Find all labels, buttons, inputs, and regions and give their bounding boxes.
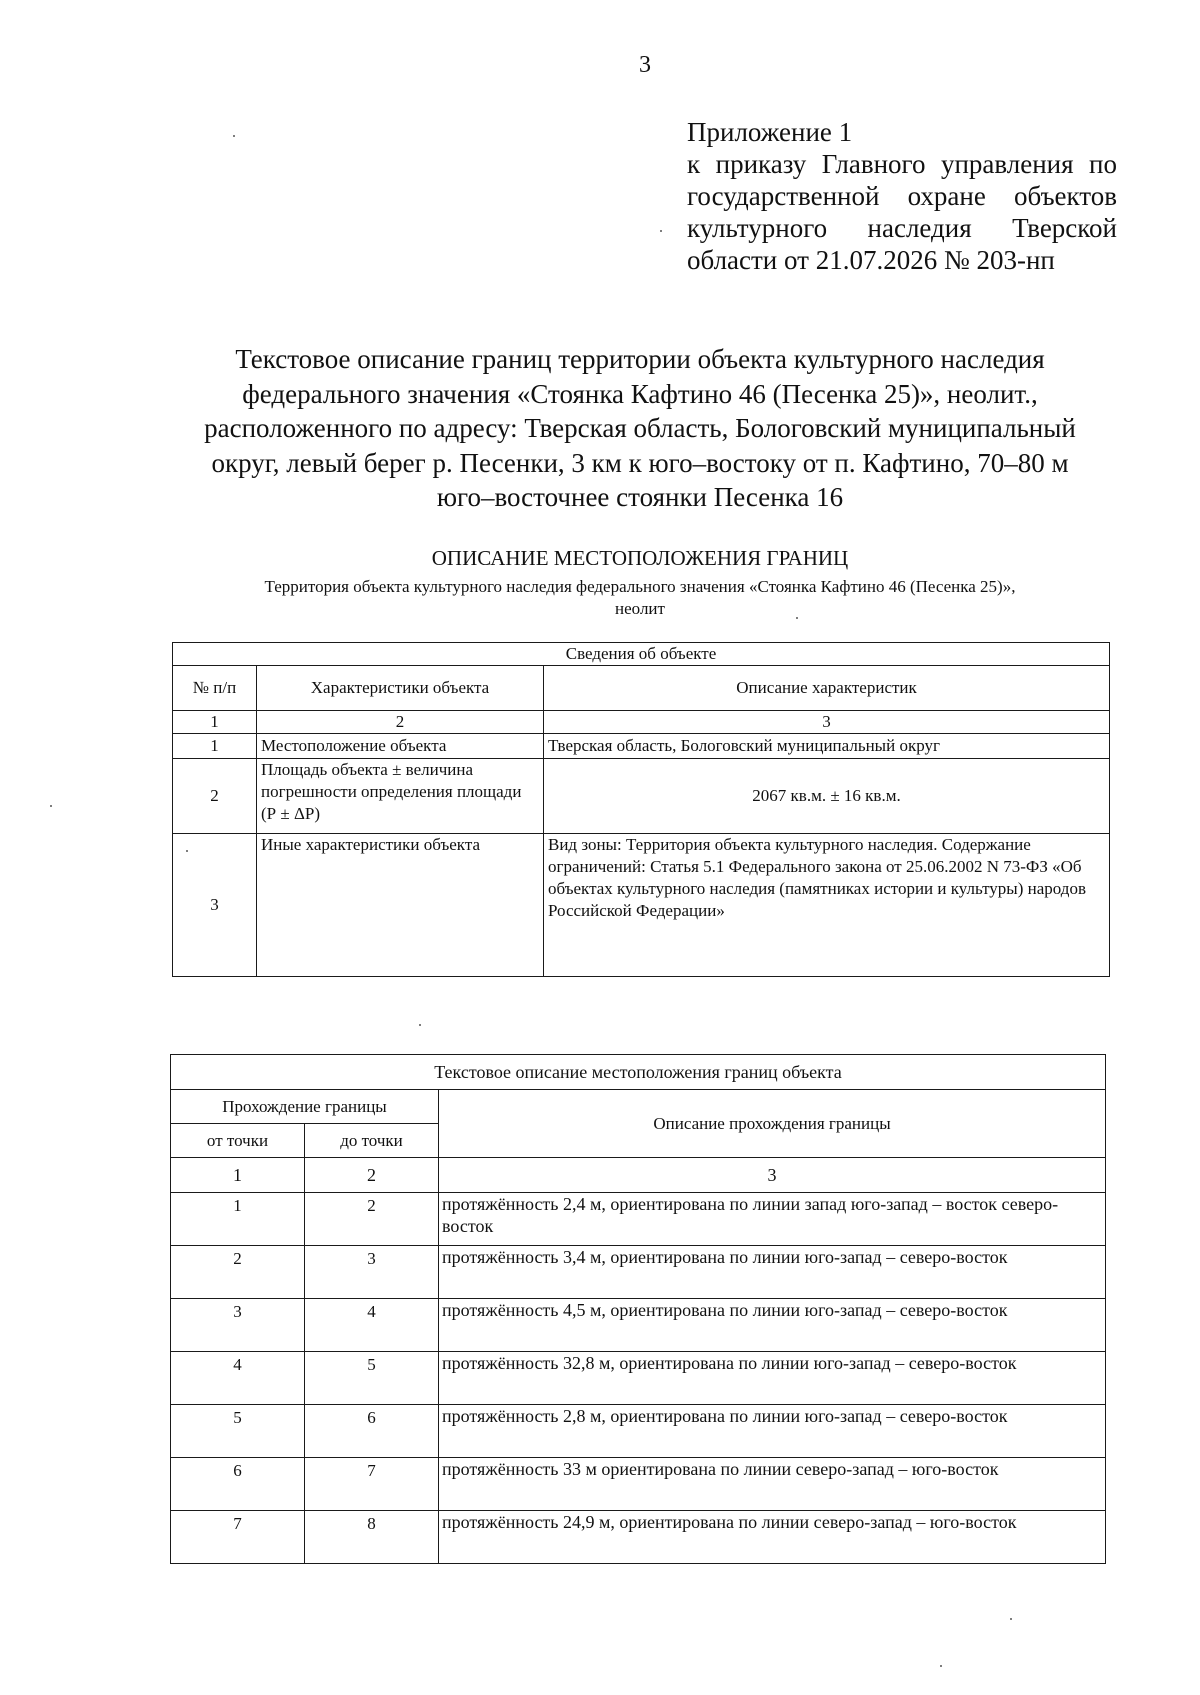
table-row [171, 1511, 1106, 1564]
appendix-line: области от 21.07.2026 № 203-нп [687, 245, 1055, 275]
header-passage: Прохождение границы [171, 1090, 439, 1124]
to-point: 8 [305, 1511, 439, 1564]
row-characteristic: Местоположение объекта [257, 734, 544, 759]
table-row [173, 734, 1110, 759]
scan-speck [50, 805, 52, 807]
scan-speck [660, 230, 662, 232]
scan-speck [796, 617, 798, 619]
scan-speck [233, 135, 235, 137]
page-number: 3 [639, 52, 651, 78]
object-info-table [172, 642, 1110, 977]
table-row [173, 759, 1110, 834]
boundary-description: протяжённость 24,9 м, ориентирована по линии северо-запад – юго-восток [439, 1511, 1106, 1564]
from-point: 7 [171, 1511, 305, 1564]
boundary-table [170, 1054, 1106, 1564]
row-number: 1 [173, 734, 257, 759]
section-subtitle [150, 576, 1130, 620]
row-description: 2067 кв.м. ± 16 кв.м. [544, 759, 1110, 834]
header-to-point: до точки [305, 1124, 439, 1158]
appendix-reference [687, 116, 1117, 276]
boundary-description: протяжённость 3,4 м, ориентирована по линии юго-запад – северо-восток [439, 1246, 1106, 1299]
header-description: Описание прохождения границы [439, 1090, 1106, 1158]
appendix-line: Приложение 1 [687, 117, 853, 147]
document-title-line: расположенного по адресу: Тверская область, Бологовский муниципальный [204, 413, 1076, 443]
header-num: № п/п [173, 666, 257, 711]
boundary-description: протяжённость 2,8 м, ориентирована по линии юго-запад – северо-восток [439, 1405, 1106, 1458]
row-characteristic: Иные характеристики объекта [257, 834, 544, 977]
from-point: 2 [171, 1246, 305, 1299]
section-subtitle-line: неолит [615, 599, 665, 618]
from-point: 4 [171, 1352, 305, 1405]
scan-speck [1010, 1618, 1012, 1620]
boundary-caption: Текстовое описание местоположения границ объекта [171, 1055, 1106, 1090]
appendix-line: к приказу Главного управления по [687, 149, 1117, 179]
to-point: 7 [305, 1458, 439, 1511]
to-point: 5 [305, 1352, 439, 1405]
boundary-description: протяжённость 32,8 м, ориентирована по линии юго-запад – северо-восток [439, 1352, 1106, 1405]
table-row [171, 1405, 1106, 1458]
row-number: 2 [173, 759, 257, 834]
row-description: Тверская область, Бологовский муниципальный округ [544, 734, 1110, 759]
row-number: 3 [173, 834, 257, 977]
from-point: 1 [171, 1193, 305, 1246]
boundary-description: протяжённость 33 м ориентирована по линии северо-запад – юго-восток [439, 1458, 1106, 1511]
boundary-description: протяжённость 2,4 м, ориентирована по линии запад юго-запад – восток северо-восток [439, 1193, 1106, 1246]
table-row [171, 1299, 1106, 1352]
column-number: 2 [257, 711, 544, 734]
from-point: 3 [171, 1299, 305, 1352]
from-point: 6 [171, 1458, 305, 1511]
column-number: 1 [173, 711, 257, 734]
document-title [170, 342, 1110, 515]
header-characteristics: Характеристики объекта [257, 666, 544, 711]
document-title-line: Текстовое описание границ территории объекта культурного наследия [235, 344, 1045, 374]
to-point: 2 [305, 1193, 439, 1246]
appendix-line: государственной охране объектов [687, 181, 1117, 211]
row-characteristic: Площадь объекта ± величина погрешности определения площади (Р ± ΔР) [257, 759, 544, 834]
boundary-description: протяжённость 4,5 м, ориентирована по линии юго-запад – северо-восток [439, 1299, 1106, 1352]
document-title-line: юго–восточнее стоянки Песенка 16 [436, 482, 844, 512]
to-point: 4 [305, 1299, 439, 1352]
table-row [171, 1458, 1106, 1511]
column-number: 3 [439, 1158, 1106, 1193]
section-subtitle-line: Территория объекта культурного наследия федерального значения «Стоянка Кафтино 46 (Песенка 25)», [264, 577, 1016, 596]
object-info-caption: Сведения об объекте [173, 643, 1110, 666]
table-row [171, 1246, 1106, 1299]
to-point: 3 [305, 1246, 439, 1299]
table-row [171, 1352, 1106, 1405]
scan-speck [940, 1665, 942, 1667]
document-title-line: округ, левый берег р. Песенки, 3 км к юго–востоку от п. Кафтино, 70–80 м [211, 447, 1069, 478]
from-point: 5 [171, 1405, 305, 1458]
section-heading: ОПИСАНИЕ МЕСТОПОЛОЖЕНИЯ ГРАНИЦ [431, 546, 849, 570]
header-description: Описание характеристик [544, 666, 1110, 711]
column-number: 1 [171, 1158, 305, 1193]
scan-speck [419, 1024, 421, 1026]
table-row [173, 834, 1110, 977]
appendix-line: культурного наследия Тверской [687, 213, 1117, 243]
header-from-point: от точки [171, 1124, 305, 1158]
row-description: Вид зоны: Территория объекта культурного наследия. Содержание ограничений: Статья 5.1 Федерального закона от 25.06.2002 N 73-ФЗ «Об объектах культурного наследия (памятниках истории и культуры) народов Российской Федерации» [544, 834, 1110, 977]
column-number: 2 [305, 1158, 439, 1193]
table-row [171, 1193, 1106, 1246]
column-number: 3 [544, 711, 1110, 734]
document-title-line: федерального значения «Стоянка Кафтино 46 (Песенка 25)», неолит., [242, 378, 1038, 409]
to-point: 6 [305, 1405, 439, 1458]
scan-speck [186, 850, 188, 852]
